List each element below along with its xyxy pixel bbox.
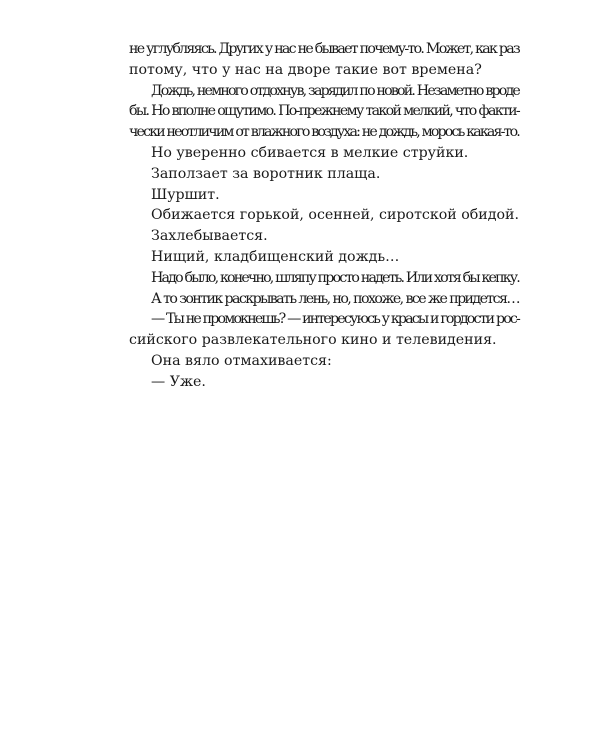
- text-line: Обижается горькой, осенней, сиротской обидой.: [151, 207, 519, 224]
- text-line: не углубляясь. Других у нас не бывает почему-то. Может, как раз: [129, 41, 519, 57]
- text-line: — Ты не промокнешь? — интересуюсь у красы и гордости рос-: [151, 311, 519, 328]
- text-line: Дождь, немного отдохнув, зарядил по новой. Незаметно вроде: [151, 82, 519, 99]
- body-text: [129, 39, 519, 393]
- text-line: чески неотличим от влажного воздуха: не дождь, морось какая-то.: [129, 124, 519, 141]
- text-line: Захлебывается.: [151, 228, 268, 245]
- text-line: сийского развлекательного кино и телевидения.: [129, 332, 497, 349]
- text-line: — Уже.: [151, 373, 206, 390]
- text-line: А то зонтик раскрывать лень, но, похоже, все же придется…: [151, 290, 519, 307]
- text-line: Заползает за воротник плаща.: [151, 165, 381, 182]
- text-line: Она вяло отмахивается:: [151, 352, 332, 369]
- text-line: потому, что у нас на дворе такие вот времена?: [129, 61, 482, 78]
- text-line: бы. Но вполне ощутимо. По-прежнему такой мелкий, что факти-: [129, 103, 519, 120]
- text-line: Надо было, конечно, шляпу просто надеть. Или хотя бы кепку.: [151, 269, 519, 286]
- text-line: Но уверенно сбивается в мелкие струйки.: [151, 144, 469, 161]
- text-line: Нищий, кладбищенский дождь…: [151, 248, 400, 265]
- text-line: Шуршит.: [151, 186, 220, 203]
